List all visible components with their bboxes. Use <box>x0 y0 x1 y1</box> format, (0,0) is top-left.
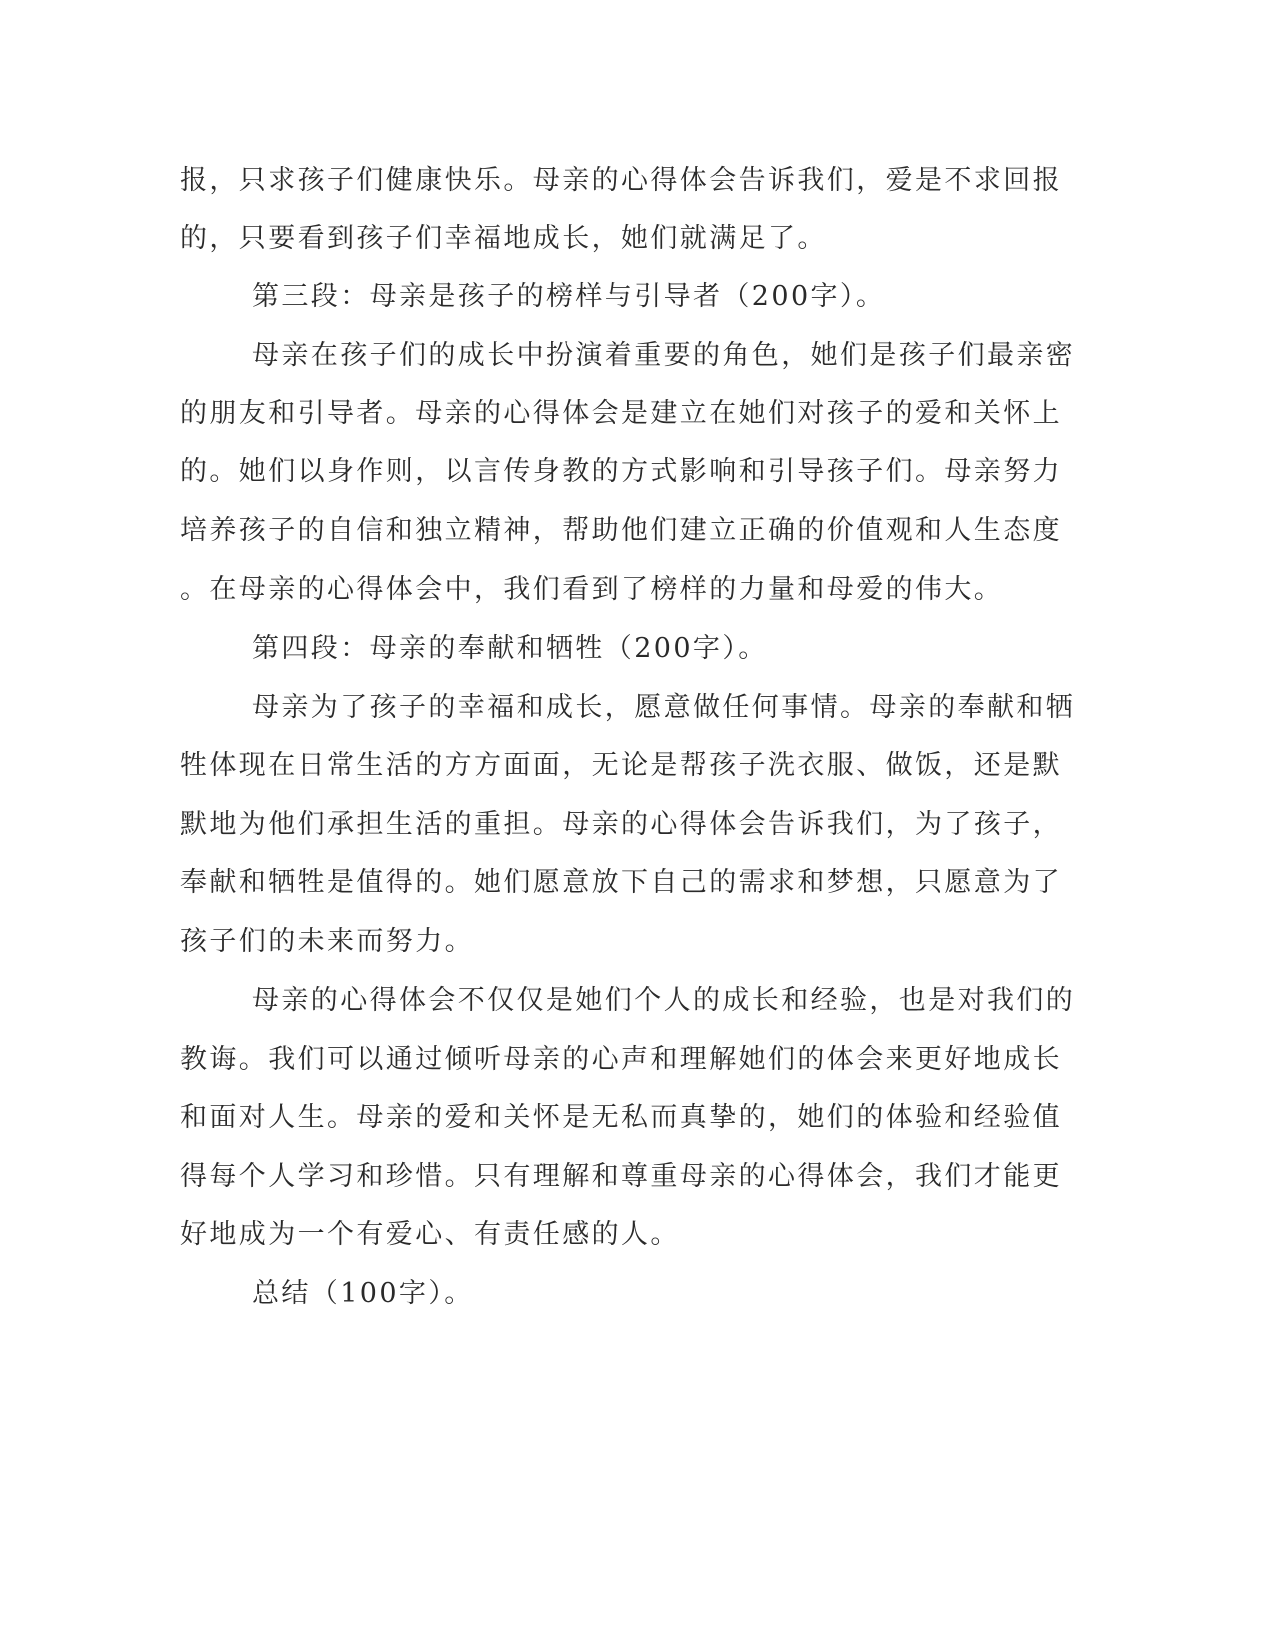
text-line: 得每个人学习和珍惜。只有理解和尊重母亲的心得体会，我们才能更 <box>180 1161 1062 1192</box>
text-line: 的，只要看到孩子们幸福地成长，她们就满足了。 <box>180 223 827 254</box>
text-line: 。在母亲的心得体会中，我们看到了榜样的力量和母爱的伟大。 <box>180 574 1004 605</box>
text-line: 孩子们的未来而努力。 <box>180 926 474 957</box>
section-heading-summary: 总结（100字）。 <box>252 1278 474 1309</box>
text-line: 和面对人生。母亲的爱和关怀是无私而真挚的，她们的体验和经验值 <box>180 1102 1062 1133</box>
text-line: 的朋友和引导者。母亲的心得体会是建立在她们对孩子的爱和关怀上 <box>180 398 1062 429</box>
text-line: 母亲在孩子们的成长中扮演着重要的角色，她们是孩子们最亲密 <box>252 340 1076 371</box>
text-line: 母亲为了孩子的幸福和成长，愿意做任何事情。母亲的奉献和牺 <box>252 692 1076 723</box>
text-line: 默地为他们承担生活的重担。母亲的心得体会告诉我们，为了孩子， <box>180 809 1062 840</box>
text-line: 教诲。我们可以通过倾听母亲的心声和理解她们的体会来更好地成长 <box>180 1044 1062 1075</box>
section-heading-4: 第四段：母亲的奉献和牺牲（200字）。 <box>252 633 768 664</box>
text-line: 奉献和牺牲是值得的。她们愿意放下自己的需求和梦想，只愿意为了 <box>180 867 1062 898</box>
text-line: 母亲的心得体会不仅仅是她们个人的成长和经验，也是对我们的 <box>252 985 1076 1016</box>
section-heading-3: 第三段：母亲是孩子的榜样与引导者（200字）。 <box>252 281 886 312</box>
text-line: 的。她们以身作则，以言传身教的方式影响和引导孩子们。母亲努力 <box>180 456 1062 487</box>
text-line: 牲体现在日常生活的方方面面，无论是帮孩子洗衣服、做饭，还是默 <box>180 750 1062 781</box>
text-line: 培养孩子的自信和独立精神，帮助他们建立正确的价值观和人生态度 <box>180 515 1062 546</box>
text-line: 报，只求孩子们健康快乐。母亲的心得体会告诉我们，爱是不求回报 <box>180 165 1062 196</box>
text-line: 好地成为一个有爱心、有责任感的人。 <box>180 1219 680 1250</box>
